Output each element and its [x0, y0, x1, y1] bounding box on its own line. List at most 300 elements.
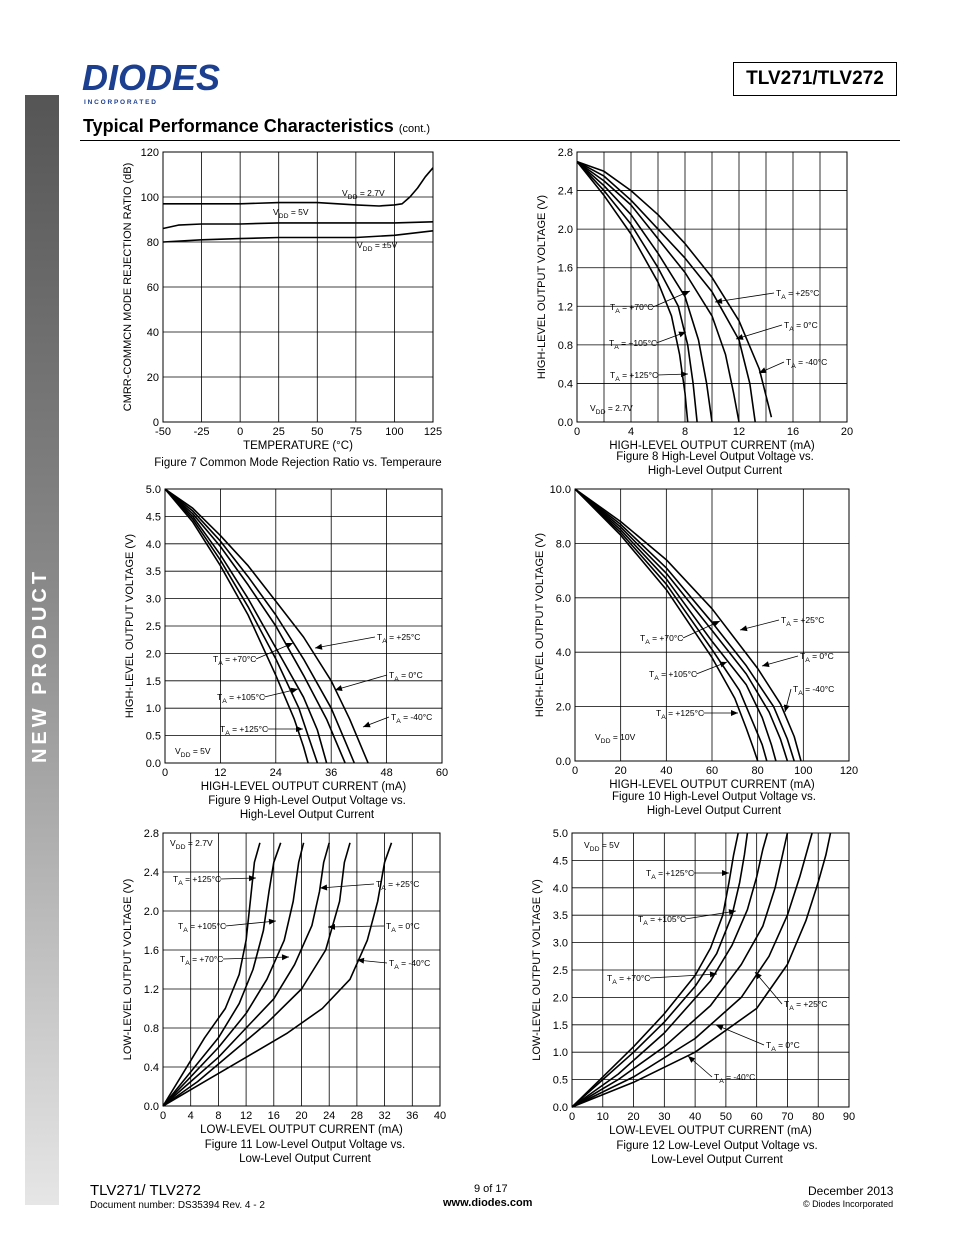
y-tick-label: 120: [140, 147, 159, 159]
label-arrow-head: [731, 710, 738, 716]
vdd-note-rest: = 10V: [610, 732, 636, 742]
y-axis-label: LOW-LEVEL OUTPUT VOLTAGE (V): [122, 878, 134, 1061]
y-tick-label: 0.8: [557, 339, 573, 352]
chart-11: [122, 828, 446, 1165]
series-label-base: T: [800, 651, 806, 661]
series-label-base: T: [649, 669, 655, 679]
series-label-sub: A: [789, 326, 794, 333]
series-label-rest: = -40°C: [802, 684, 835, 694]
series-label-sub: A: [645, 639, 650, 646]
x-tick-label: 32: [378, 1110, 391, 1122]
x-tick-label: 0: [159, 1110, 167, 1122]
series-label-rest: = 0°C: [809, 651, 834, 661]
series-line: [575, 489, 801, 761]
y-tick-label: 4.0: [555, 647, 571, 660]
series-label-base: T: [213, 654, 219, 664]
x-tick-label: 0: [161, 767, 169, 779]
x-tick-label: 80: [751, 765, 764, 777]
series-label-sub: A: [218, 660, 223, 667]
label-arrow-head: [363, 722, 371, 728]
series-label-base: T: [173, 874, 179, 884]
series-label-sub: A: [185, 960, 190, 967]
series-label-rest: = ±5V: [372, 240, 398, 250]
section-title-text: Typical Performance Characteristics: [83, 116, 394, 136]
series-label-rest: = +105°C: [187, 921, 227, 931]
x-tick-label: 0: [237, 426, 244, 438]
label-arrow-line: [225, 921, 276, 926]
vdd-note: [175, 746, 211, 759]
figure-caption: Figure 12 Low-Level Output Voltage vs.: [616, 1140, 818, 1152]
label-arrow-line: [315, 637, 375, 648]
y-tick-label: 2.5: [552, 965, 568, 977]
series-label: [786, 357, 827, 370]
series-label-base: T: [180, 954, 186, 964]
label-arrow-head: [296, 726, 303, 732]
figure-caption: High-Level Output Current: [239, 809, 375, 821]
y-tick-label: 1.2: [557, 301, 573, 314]
series-label: [656, 708, 704, 721]
y-tick-label: 0.5: [145, 730, 161, 743]
series-label-sub: A: [612, 979, 617, 986]
series-label-base: T: [220, 724, 226, 734]
chart-8: [536, 147, 853, 477]
series-label-sub: DD: [347, 194, 358, 201]
y-tick-label: 5.0: [145, 484, 161, 496]
y-tick-label: 1.0: [552, 1047, 568, 1060]
y-tick-label: 0.0: [552, 1102, 568, 1114]
series-label-base: T: [386, 921, 392, 931]
label-arrow-head: [784, 704, 790, 712]
series-label-rest: = +125°C: [229, 724, 269, 734]
series-label-rest: = -40°C: [723, 1072, 756, 1082]
series-label: [607, 973, 650, 986]
series-line: [577, 162, 771, 418]
series-label-base: V: [273, 207, 279, 217]
series-label-base: T: [656, 708, 662, 718]
x-tick-label: 20: [295, 1110, 308, 1122]
vdd-note-base: V: [595, 732, 601, 742]
y-tick-label: 0.0: [557, 417, 573, 429]
vdd-note-rest: = 2.7V: [185, 838, 213, 848]
x-tick-label: 50: [311, 426, 324, 438]
logo-wordmark: DIODES: [82, 60, 221, 98]
chart-9: [124, 484, 448, 821]
series-label-rest: = +125°C: [182, 874, 222, 884]
series-label-sub: A: [651, 874, 656, 881]
chart-7: [122, 147, 442, 469]
series-label-base: T: [786, 357, 792, 367]
series-label-sub: A: [789, 1005, 794, 1012]
y-axis-label: LOW-LEVEL OUTPUT VOLTAGE (V): [531, 879, 543, 1061]
series-label-rest: = 0°C: [395, 921, 420, 931]
series-label: [273, 207, 309, 220]
y-tick-label: 20: [146, 372, 159, 384]
vdd-note-rest: = 5V: [190, 746, 211, 756]
x-tick-label: 125: [423, 426, 443, 438]
y-tick-label: 2.4: [143, 867, 159, 879]
series-label: [649, 669, 697, 682]
series-label: [173, 874, 221, 887]
series-label-sub: A: [222, 698, 227, 705]
series-label-rest: = +105°C: [647, 914, 687, 924]
y-tick-label: 1.5: [552, 1019, 568, 1032]
chart-12: [531, 828, 855, 1166]
x-tick-label: 36: [325, 767, 338, 779]
y-tick-label: 1.2: [143, 984, 159, 996]
footer-date: December 2013: [808, 1184, 894, 1198]
footer-doc-number: Document number: DS35394 Rev. 4 - 2: [90, 1200, 265, 1211]
series-label-rest: = 0°C: [775, 1040, 800, 1050]
series-line: [577, 162, 712, 422]
footer-part: TLV271/ TLV272: [90, 1182, 201, 1199]
label-arrow-line: [650, 974, 717, 978]
series-label-base: T: [638, 914, 644, 924]
y-tick-label: 1.0: [145, 703, 161, 716]
series-label-rest: = +125°C: [655, 868, 695, 878]
figure-caption: Low-Level Output Current: [651, 1154, 783, 1166]
series-label-sub: A: [382, 638, 387, 645]
vdd-note-sub: DD: [175, 844, 186, 851]
vdd-note: [170, 838, 213, 851]
figure-caption: Figure 8 High-Level Output Voltage vs.: [616, 451, 814, 463]
series-label-rest: = +125°C: [665, 708, 705, 718]
logo-subtext: I N C O R P O R A T E D: [84, 99, 156, 106]
x-tick-label: 10: [596, 1111, 609, 1123]
series-label-sub: A: [615, 308, 620, 315]
x-tick-label: 70: [781, 1111, 794, 1123]
x-tick-label: 60: [750, 1111, 763, 1123]
figure-caption: Figure 11 Low-Level Output Voltage vs.: [204, 1139, 406, 1151]
y-tick-label: 60: [146, 282, 159, 294]
y-axis-label: CMRR-COMMCN MODE REJECTION RATIO (dB): [122, 162, 134, 412]
x-tick-label: 20: [614, 765, 627, 777]
x-tick-label: 12: [732, 426, 746, 438]
series-label-rest: = +125°C: [619, 370, 659, 380]
vdd-note-base: V: [584, 840, 590, 850]
figure-caption: High-Level Output Current: [646, 805, 782, 817]
series-label-base: V: [342, 188, 348, 198]
x-tick-label: 0: [571, 765, 579, 777]
y-axis-label: HIGH-LEVEL OUTPUT VOLTAGE (V): [536, 194, 548, 380]
series-label: [342, 188, 385, 201]
series-label: [610, 302, 653, 315]
series-label-rest: = +70°C: [189, 954, 224, 964]
series-label-sub: A: [614, 344, 619, 351]
series-label-rest: = -40°C: [398, 958, 431, 968]
series-label-sub: A: [791, 363, 796, 370]
y-tick-label: 4.5: [552, 855, 568, 868]
y-tick-label: 3.0: [552, 937, 568, 950]
series-label-base: T: [640, 633, 646, 643]
vdd-note-base: V: [170, 838, 176, 848]
series-label-sub: A: [381, 885, 386, 892]
x-tick-label: 12: [239, 1110, 253, 1122]
vdd-note-sub: DD: [180, 752, 191, 759]
y-tick-label: 0.8: [143, 1023, 159, 1035]
x-axis-label: HIGH-LEVEL OUTPUT CURRENT (mA): [609, 440, 815, 452]
x-axis-label: HIGH-LEVEL OUTPUT CURRENT (mA): [200, 781, 407, 793]
series-label-base: T: [178, 921, 184, 931]
y-tick-label: 40: [146, 327, 159, 339]
series-label: [640, 633, 683, 646]
y-tick-label: 0.4: [557, 378, 573, 391]
series-label-sub: A: [391, 927, 396, 934]
x-tick-label: -50: [155, 426, 171, 438]
x-tick-label: 20: [627, 1111, 640, 1123]
series-label-sub: DD: [362, 246, 373, 253]
x-tick-label: 75: [349, 426, 362, 438]
series-label-sub: A: [771, 1046, 776, 1053]
series-label-base: T: [776, 288, 782, 298]
series-label-sub: A: [805, 657, 810, 664]
x-tick-label: 100: [385, 426, 404, 438]
x-tick-label: 16: [786, 426, 800, 438]
series-label-rest: = +25°C: [793, 999, 828, 1009]
x-tick-label: 60: [705, 765, 719, 777]
series-label-base: T: [784, 320, 790, 330]
y-tick-label: 2.0: [143, 906, 159, 918]
x-tick-label: 40: [660, 765, 673, 777]
x-tick-label: 8: [215, 1110, 222, 1122]
series-label-base: T: [766, 1040, 772, 1050]
series-label: [377, 632, 420, 645]
series-label-base: T: [610, 302, 616, 312]
series-label-sub: A: [615, 376, 620, 383]
series-label-base: T: [610, 370, 616, 380]
series-label: [180, 954, 223, 967]
y-tick-label: 0.5: [552, 1074, 568, 1087]
label-arrow-line: [335, 675, 387, 690]
series-label: [766, 1040, 800, 1053]
vdd-note: [584, 840, 620, 853]
x-axis-label: HIGH-LEVEL OUTPUT CURRENT (mA): [609, 779, 815, 791]
y-tick-label: 2.0: [552, 992, 568, 1005]
y-tick-label: 80: [146, 237, 159, 249]
label-arrow-head: [269, 919, 276, 925]
series-label-sub: A: [661, 714, 666, 721]
series-label-sub: A: [786, 621, 791, 628]
series-label-base: T: [389, 958, 395, 968]
y-tick-label: 6.0: [555, 592, 571, 605]
series-label-sub: A: [183, 927, 188, 934]
series-label-rest: = +25°C: [790, 615, 825, 625]
x-tick-label: 16: [267, 1110, 280, 1122]
series-label-base: T: [389, 670, 395, 680]
series-label-rest: = 2.7V: [357, 188, 385, 198]
series-line: [163, 168, 433, 206]
x-tick-label: 90: [842, 1111, 856, 1123]
series-label-base: T: [377, 632, 383, 642]
y-tick-label: 2.0: [555, 701, 571, 714]
footer-page: 9 of 17: [474, 1183, 508, 1195]
x-tick-label: 0: [573, 426, 581, 438]
x-tick-label: 30: [658, 1111, 671, 1123]
x-tick-label: 120: [839, 765, 859, 777]
y-tick-label: 1.6: [143, 945, 159, 957]
y-tick-label: 4.0: [145, 538, 161, 551]
figure-caption: Low-Level Output Current: [239, 1153, 371, 1165]
sidebar-label: NEW PRODUCT: [29, 567, 52, 763]
series-label-base: T: [781, 615, 787, 625]
series-label: [784, 999, 827, 1012]
series-label-rest: = +105°C: [618, 338, 658, 348]
series-label: [609, 338, 657, 351]
y-tick-label: 3.0: [145, 593, 161, 606]
y-tick-label: 2.4: [557, 185, 573, 198]
y-tick-label: 5.0: [552, 828, 568, 840]
series-label-rest: = -40°C: [400, 712, 433, 722]
y-tick-label: 2.0: [145, 648, 161, 661]
series-label-base: V: [357, 240, 363, 250]
series-label: [714, 1072, 755, 1085]
x-tick-label: 0: [568, 1111, 576, 1123]
footer-copyright: © Diodes Incorporated: [803, 1199, 894, 1209]
series-label-sub: A: [225, 730, 230, 737]
series-line: [575, 489, 776, 761]
series-label-rest: = +70°C: [222, 654, 257, 664]
y-tick-label: 100: [140, 192, 159, 204]
vdd-note-sub: DD: [600, 738, 611, 745]
series-label: [220, 724, 268, 737]
series-label-sub: A: [781, 294, 786, 301]
figure-caption: Figure 10 High-Level Output Voltage vs.: [612, 791, 816, 803]
x-tick-label: 48: [380, 767, 393, 779]
y-tick-label: 2.8: [557, 147, 573, 159]
y-tick-label: 0.4: [143, 1062, 159, 1074]
x-tick-label: 100: [794, 765, 813, 777]
x-tick-label: 36: [406, 1110, 419, 1122]
y-tick-label: 2.0: [557, 224, 573, 237]
vdd-note: [590, 403, 633, 416]
series-line: [575, 489, 794, 761]
series-label: [784, 320, 818, 333]
y-tick-label: 3.5: [552, 910, 568, 923]
series-label-sub: A: [394, 964, 399, 971]
series-label-rest: = 0°C: [398, 670, 423, 680]
series-label-rest: = +25°C: [386, 632, 421, 642]
series-label-sub: A: [396, 718, 401, 725]
series-label-sub: A: [719, 1078, 724, 1085]
series-label-rest: = +25°C: [785, 288, 820, 298]
x-tick-label: 12: [214, 767, 227, 779]
series-label-sub: A: [178, 880, 183, 887]
series-label: [217, 692, 265, 705]
label-arrow-head: [740, 625, 748, 631]
x-axis-label: TEMPERATURE (°C): [243, 440, 353, 452]
series-line: [575, 489, 787, 761]
series-label-base: T: [793, 684, 799, 694]
series-label-rest: = +105°C: [658, 669, 698, 679]
section-cont: (cont.): [398, 123, 431, 135]
part-number: TLV271/TLV272: [746, 68, 884, 89]
x-tick-label: 50: [719, 1111, 733, 1123]
series-label: [776, 288, 819, 301]
y-tick-label: 2.5: [145, 621, 161, 633]
x-tick-label: 4: [627, 426, 635, 438]
series-label: [213, 654, 256, 667]
series-label: [793, 684, 834, 697]
series-label-sub: A: [654, 675, 659, 682]
series-label-rest: = +70°C: [649, 633, 684, 643]
series-label-sub: A: [798, 690, 803, 697]
series-label-rest: = +105°C: [226, 692, 266, 702]
series-label-sub: A: [643, 920, 648, 927]
series-label: [638, 914, 686, 927]
label-arrow-head: [315, 644, 322, 650]
series-line: [163, 222, 433, 229]
series-label-rest: = +70°C: [616, 973, 651, 983]
series-label: [610, 370, 658, 383]
label-arrow-line: [320, 884, 374, 888]
x-axis-label: LOW-LEVEL OUTPUT CURRENT (mA): [200, 1124, 403, 1136]
x-tick-label: 20: [840, 426, 854, 438]
y-tick-label: 1.5: [145, 675, 161, 688]
series-label: [646, 868, 694, 881]
footer-url[interactable]: www.diodes.com: [443, 1197, 533, 1209]
series-label-sub: A: [394, 676, 399, 683]
chart-10: [534, 484, 858, 817]
figure-caption: Figure 7 Common Mode Rejection Ratio vs. Temperaure: [154, 457, 442, 469]
x-tick-label: 40: [688, 1111, 702, 1123]
x-tick-label: 28: [350, 1110, 364, 1122]
x-tick-label: 8: [681, 426, 689, 438]
series-label-base: T: [714, 1072, 720, 1082]
vdd-note-sub: DD: [589, 846, 600, 853]
series-label-rest: = 0°C: [793, 320, 818, 330]
label-arrow-head: [282, 954, 289, 960]
series-label: [389, 958, 430, 971]
series-label: [376, 879, 419, 892]
x-tick-label: 40: [433, 1110, 447, 1122]
y-tick-label: 3.5: [145, 566, 161, 579]
x-axis-label: LOW-LEVEL OUTPUT CURRENT (mA): [609, 1125, 812, 1137]
series-label: [178, 921, 226, 934]
x-tick-label: 24: [323, 1110, 336, 1122]
series-label: [800, 651, 834, 664]
series-label-base: T: [217, 692, 223, 702]
series-label-rest: = -40°C: [795, 357, 828, 367]
y-tick-label: 4.0: [552, 882, 568, 895]
y-tick-label: 8.0: [555, 538, 571, 551]
label-arrow-head: [762, 661, 770, 667]
figure-caption: High-Level Output Current: [647, 465, 783, 477]
y-tick-label: 0.0: [143, 1101, 159, 1113]
x-tick-label: 25: [272, 426, 285, 438]
y-tick-label: 10.0: [549, 484, 571, 496]
y-tick-label: 1.6: [557, 262, 573, 275]
y-tick-label: 2.8: [143, 828, 159, 840]
vdd-note-sub: DD: [595, 409, 606, 416]
x-tick-label: -25: [193, 426, 210, 438]
x-tick-label: 24: [269, 767, 282, 779]
series-label-base: T: [607, 973, 613, 983]
series-line: [575, 489, 767, 761]
vdd-note-base: V: [175, 746, 181, 756]
y-tick-label: 4.5: [145, 511, 161, 524]
series-label-base: T: [646, 868, 652, 878]
y-tick-label: 0: [152, 417, 159, 429]
series-label-base: T: [376, 879, 382, 889]
vdd-note-rest: = 5V: [599, 840, 620, 850]
x-tick-label: 80: [812, 1111, 825, 1123]
series-label-sub: DD: [278, 213, 289, 220]
series-label-base: T: [609, 338, 615, 348]
label-arrow-line: [328, 926, 384, 927]
y-tick-label: 0.0: [145, 758, 161, 770]
series-label-base: T: [391, 712, 397, 722]
series-label: [781, 615, 824, 628]
x-tick-label: 4: [187, 1110, 194, 1122]
